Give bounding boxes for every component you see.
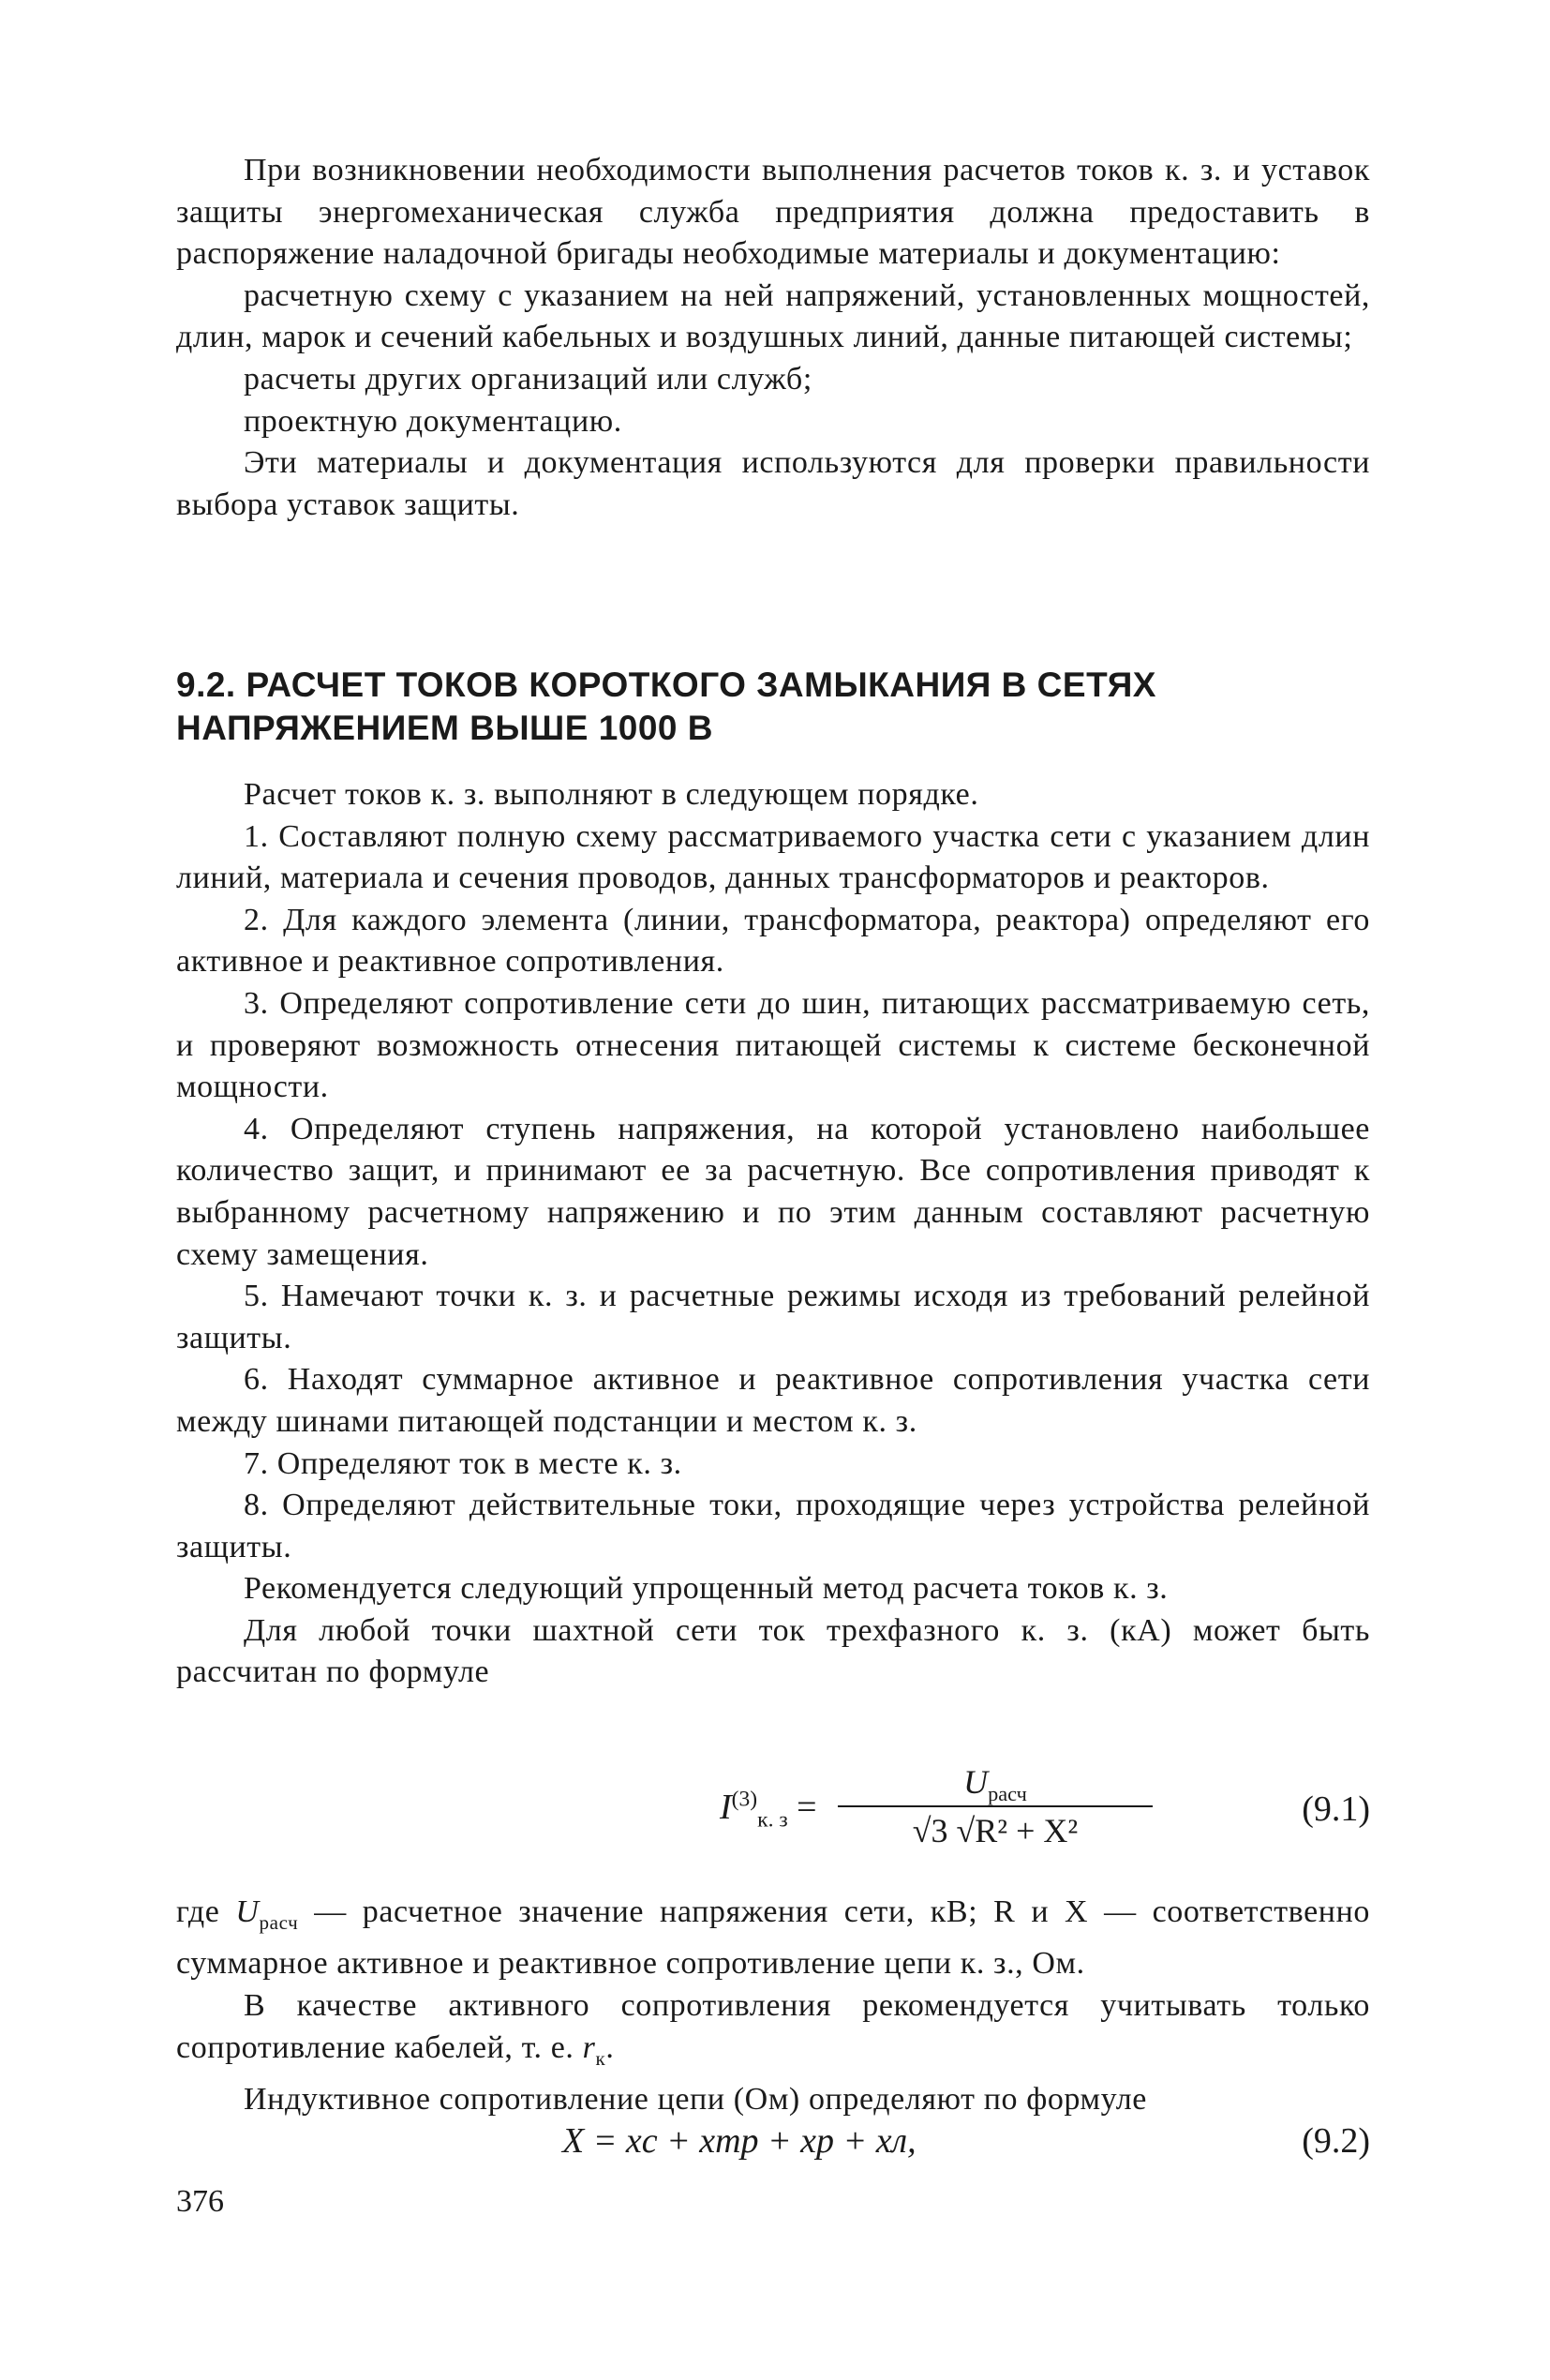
page-number: 376 [176, 2184, 224, 2219]
step-item: 5. Намечают точки к. з. и расчетные режимы исходя из требований релейной защиты. [176, 1279, 1370, 1355]
intro-paragraph: Эти материалы и документация используются для проверки правильности выбора уставок защиты. [176, 445, 1370, 522]
steps-block [176, 774, 1370, 1694]
step-item: 4. Определяют ступень напряжения, на которой установлено наибольшее количество защит, и принимают ее за расчетную. Все сопротивления приводят к выбранному расчетному напряжению и по этим данным составляют расчетную схему замещения. [176, 1111, 1370, 1272]
step-item: 1. Составляют полную схему рассматриваемого участка сети с указанием длин линий, материала и сечения проводов, данных трансформаторов и реакторов. [176, 818, 1370, 896]
intro-list-item: проектную документацию. [244, 403, 622, 439]
step-item: 3. Определяют сопротивление сети до шин, питающих рассматриваемую сеть, и проверяют возможность отнесения питающей системы к системе бесконечной мощности. [176, 985, 1370, 1105]
inductive-intro-paragraph: Индуктивное сопротивление цепи (Ом) определяют по формуле [244, 2081, 1147, 2117]
intro-list-item: расчетную схему с указанием на ней напряжений, установленных мощностей, длин, марок и сечений кабельных и воздушных линий, данные питающей системы; [176, 277, 1370, 355]
formula-intro-paragraph: Для любой точки шахтной сети ток трехфазного к. з. (кА) может быть рассчитан по формуле [176, 1612, 1370, 1690]
recommend-paragraph: Рекомендуется следующий упрощенный метод расчета токов к. з. [244, 1571, 1169, 1607]
step-item: 6. Находят суммарное активное и реактивное сопротивления участка сети между шинами питающей подстанции и местом к. з. [176, 1362, 1370, 1439]
intro-paragraph: При возникновении необходимости выполнения расчетов токов к. з. и уставок защиты энергомеханическая служба предприятия должна предоставить в распоряжение наладочной бригады необходимые материалы и документацию: [176, 153, 1370, 272]
lead-paragraph: Расчет токов к. з. выполняют в следующем порядке. [244, 777, 979, 812]
step-item: 8. Определяют действительные токи, проходящие через устройства релейной защиты. [176, 1488, 1370, 1564]
fraction-bar [838, 1805, 1153, 1807]
formula-denominator: √3 √R² + X² [912, 1812, 1079, 1849]
formula-expression: X = xс + xтр + xр + xл, [562, 2121, 917, 2161]
step-item: 7. Определяют ток в месте к. з. [244, 1445, 682, 1481]
section-heading [176, 664, 1370, 750]
section-heading-line1: 9.2. РАСЧЕТ ТОКОВ КОРОТКОГО ЗАМЫКАНИЯ В СЕТЯХ [176, 666, 1156, 704]
formula-numerator: $U_{расч}$ [963, 1763, 1027, 1806]
formula-9-1 [176, 1762, 1370, 1865]
equation-number: (9.1) [1302, 1789, 1370, 1829]
section-heading-line2: НАПРЯЖЕНИЕМ ВЫШЕ 1000 В [176, 709, 714, 747]
formula-lhs: $I^{(3)}_{к. з}$ = [720, 1787, 817, 1833]
explanation-block [176, 1892, 1370, 2121]
active-resistance-paragraph: В качестве активного сопротивления рекомендуется учитывать только сопротивление кабелей, т. е. $r_к$. [176, 1987, 1370, 2070]
where-paragraph: где $U_{расч}$ — расчетное значение напряжения сети, кВ; R и X — соответственно суммарное активное и реактивное сопротивление цепи к. з., Ом. [176, 1894, 1370, 1982]
equation-number: (9.2) [1302, 2121, 1370, 2161]
intro-block [176, 150, 1370, 526]
formula-fraction [838, 1762, 1153, 1865]
step-item: 2. Для каждого элемента (линии, трансформатора, реактора) определяют его активное и реактивное сопротивления. [176, 902, 1370, 980]
formula-9-2 [176, 2120, 1370, 2177]
intro-list-item: расчеты других организаций или служб; [244, 361, 812, 397]
